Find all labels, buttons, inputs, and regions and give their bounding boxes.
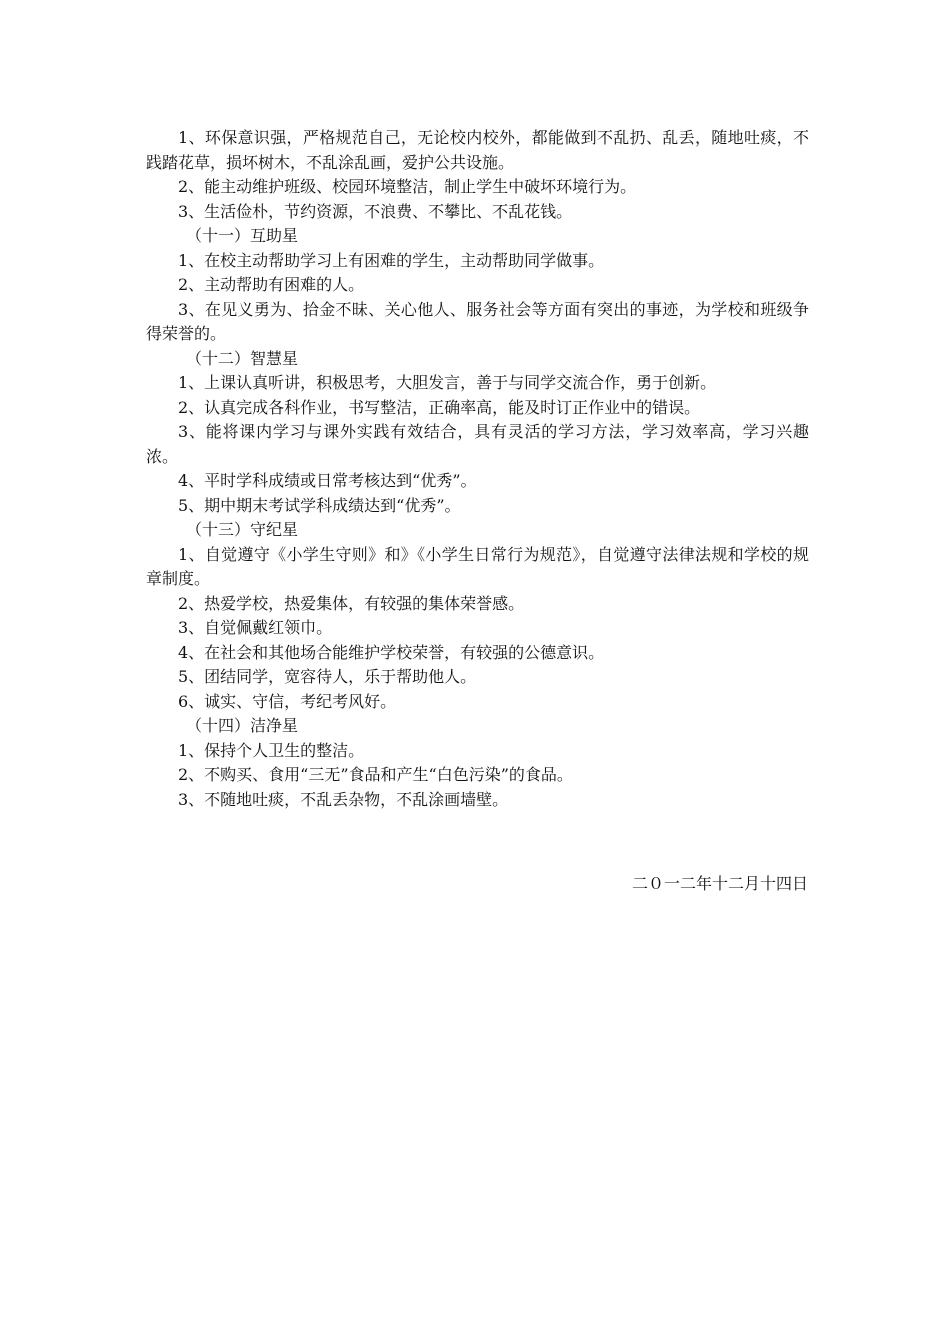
list-item: 2、能主动维护班级、校园环境整洁，制止学生中破坏环境行为。 [178, 177, 637, 196]
list-item: 3、不随地吐痰，不乱丢杂物，不乱涂画墙壁。 [178, 789, 509, 809]
list-item: 2、主动帮助有困难的人。 [178, 275, 365, 294]
list-item: 3、在见义勇为、拾金不昧、关心他人、服务社会等方面有突出的事迹，为学校和班级争得荣誉的。 [146, 299, 809, 343]
section-heading-discipline-star: （十三）守纪星 [186, 520, 299, 539]
list-item: 3、生活俭朴，节约资源，不浪费、不攀比、不乱花钱。 [178, 201, 573, 221]
document-date: 二０一二年十二月十四日 [631, 874, 808, 893]
list-item: 1、保持个人卫生的整洁。 [178, 740, 365, 760]
list-item: 2、不购买、食用“三无”食品和产生“白色污染”的食品。 [178, 765, 573, 784]
section-heading-cleanliness-star: （十四）洁净星 [186, 716, 299, 735]
section-heading-wisdom-star: （十二）智慧星 [186, 348, 299, 368]
list-item: 1、环保意识强，严格规范自己，无论校内校外，都能做到不乱扔、乱丢，随地吐痰，不践踏花草，损坏树木，不乱涂乱画，爱护公共设施。 [146, 128, 809, 172]
list-item: 6、诚实、守信，考纪考风好。 [178, 691, 397, 711]
list-item: 1、上课认真听讲，积极思考，大胆发言，善于与同学交流合作，勇于创新。 [178, 373, 717, 392]
list-item: 3、自觉佩戴红领巾。 [178, 618, 333, 637]
list-item: 5、期中期末考试学科成绩达到“优秀”。 [178, 495, 461, 515]
list-item: 4、平时学科成绩或日常考核达到“优秀”。 [178, 471, 477, 490]
list-item: 4、在社会和其他场合能维护学校荣誉，有较强的公德意识。 [178, 642, 605, 662]
document-body [146, 126, 809, 812]
list-item: 2、认真完成各科作业，书写整洁，正确率高，能及时订正作业中的错误。 [178, 397, 701, 417]
list-item: 3、能将课内学习与课外实践有效结合，具有灵活的学习方法，学习效率高，学习兴趣浓。 [146, 422, 809, 466]
list-item: 5、团结同学，宽容待人，乐于帮助他人。 [178, 667, 477, 686]
list-item: 2、热爱学校，热爱集体，有较强的集体荣誉感。 [178, 593, 525, 613]
section-heading-mutual-help-star: （十一）互助星 [186, 226, 299, 245]
list-item: 1、自觉遵守《小学生守则》和》《小学生日常行为规范》，自觉遵守法律法规和学校的规章制度。 [146, 544, 809, 588]
list-item: 1、在校主动帮助学习上有困难的学生，主动帮助同学做事。 [178, 250, 605, 270]
